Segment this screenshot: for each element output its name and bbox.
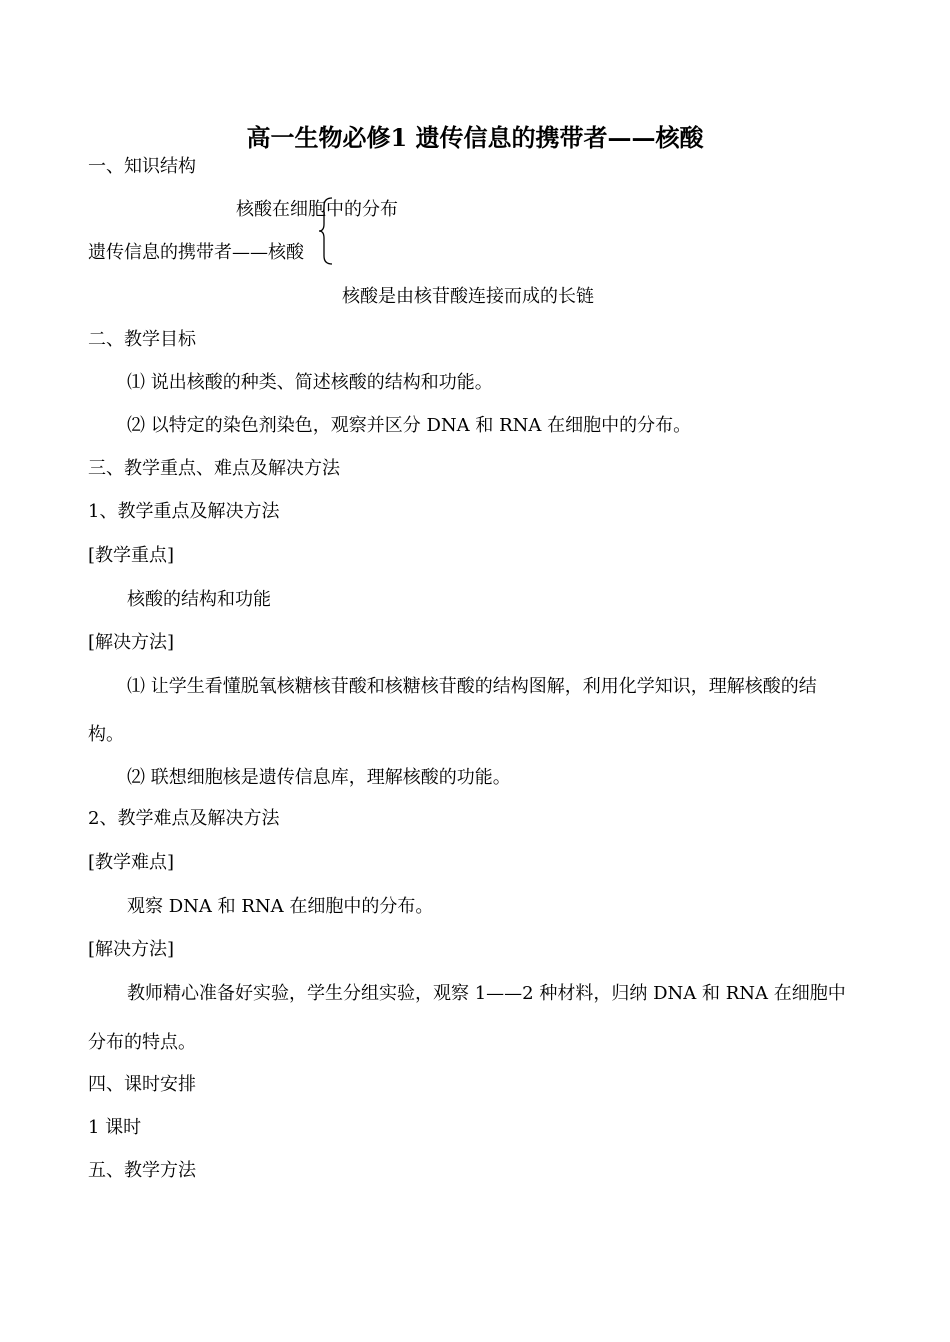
curly-brace-icon (318, 196, 338, 266)
section-3-heading: 三、教学重点、难点及解决方法 (88, 458, 340, 479)
objective-item: ⑴ 说出核酸的种类、简述核酸的结构和功能。 (127, 372, 493, 393)
difficulty-text: 观察 DNA 和 RNA 在细胞中的分布。 (127, 896, 434, 917)
diagram-root: 遗传信息的携带者——核酸 (88, 242, 304, 263)
document-title: 高一生物必修1 遗传信息的携带者——核酸 (246, 123, 704, 152)
subsection-difficulty-heading: 2、教学难点及解决方法 (88, 808, 280, 829)
subsection-key-heading: 1、教学重点及解决方法 (88, 501, 280, 522)
method-label: [解决方法] (88, 632, 175, 653)
method-paragraph-line: 分布的特点。 (88, 1032, 196, 1053)
section-4-heading: 四、课时安排 (88, 1074, 196, 1095)
section-1-heading: 一、知识结构 (88, 156, 196, 177)
class-hours-text: 1 课时 (88, 1117, 142, 1138)
section-5-heading: 五、教学方法 (88, 1160, 196, 1181)
method-paragraph-line: ⑵ 联想细胞核是遗传信息库，理解核酸的功能。 (127, 767, 511, 788)
diagram-branch-bottom: 核酸是由核苷酸连接而成的长链 (342, 286, 594, 307)
key-point-text: 核酸的结构和功能 (127, 589, 271, 610)
method-paragraph-line: 构。 (88, 724, 124, 745)
diagram-branch-top: 核酸在细胞中的分布 (236, 199, 398, 220)
method-label: [解决方法] (88, 939, 175, 960)
method-paragraph-line: ⑴ 让学生看懂脱氧核糖核苷酸和核糖核苷酸的结构图解，利用化学知识，理解核酸的结 (127, 676, 817, 697)
key-point-label: [教学重点] (88, 545, 175, 566)
method-paragraph-line: 教师精心准备好实验，学生分组实验，观察 1——2 种材料，归纳 DNA 和 RNA 在细胞中 (127, 983, 846, 1004)
objective-item: ⑵ 以特定的染色剂染色，观察并区分 DNA 和 RNA 在细胞中的分布。 (127, 415, 692, 436)
section-2-heading: 二、教学目标 (88, 329, 196, 350)
difficulty-label: [教学难点] (88, 852, 175, 873)
